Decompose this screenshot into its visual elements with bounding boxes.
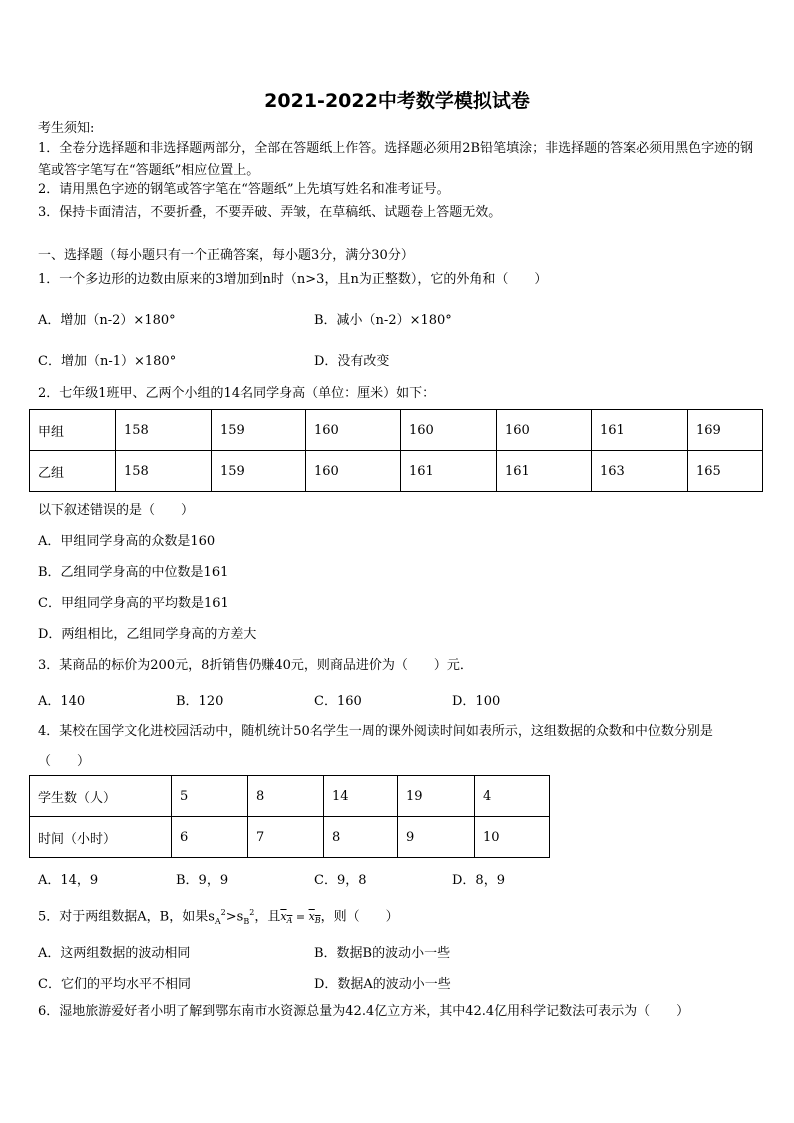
table-cell: 160 — [497, 410, 592, 451]
notice-item-1: 1．全卷分选择题和非选择题两部分，全部在答题纸上作答。选择题必须用2B铅笔填涂；非选择题的答案必须用黑色字迹的钢笔或答字笔写在“答题纸”相应位置上。 — [38, 141, 754, 178]
question-2-option-a: A．甲组同学身高的众数是160 — [38, 534, 216, 549]
notice-heading: 考生须知: — [38, 121, 95, 136]
question-1-option-d: D．没有改变 — [314, 354, 390, 369]
table-cell: 161 — [401, 451, 497, 492]
table-cell: 160 — [306, 410, 401, 451]
question-3-option-d: D．100 — [452, 694, 501, 709]
table-cell: 8 — [324, 817, 398, 858]
question-5-option-d: D．数据A的波动小一些 — [314, 977, 451, 992]
stem-text: ，则（ ） — [320, 909, 399, 925]
subscript: A — [214, 916, 221, 926]
table-cell: 159 — [212, 410, 306, 451]
table-cell: 8 — [248, 776, 324, 817]
height-table — [29, 409, 763, 492]
table-cell: 学生数（人） — [30, 776, 172, 817]
table-cell: 169 — [688, 410, 763, 451]
page-title: 2021-2022中考数学模拟试卷 — [264, 90, 530, 112]
question-1-option-b: B．减小（n-2）×180° — [314, 313, 452, 328]
table-cell: 159 — [212, 451, 306, 492]
mean-symbol: x — [308, 910, 315, 924]
question-4-option-c: C．9，8 — [314, 873, 367, 888]
table-cell: 158 — [116, 451, 212, 492]
superscript: 2 — [249, 908, 255, 917]
table-cell: 6 — [172, 817, 248, 858]
mean-a — [280, 910, 293, 926]
subscript: A — [286, 916, 293, 926]
table-cell: 14 — [324, 776, 398, 817]
question-4-stem: 4．某校在国学文化进校园活动中，随机统计50名学生一周的课外阅读时间如表所示，这组数据的众数和中位数分别是（ ） — [38, 724, 713, 769]
subscript: B — [243, 916, 250, 926]
table-cell: 163 — [592, 451, 688, 492]
table-cell: 5 — [172, 776, 248, 817]
table-cell: 时间（小时） — [30, 817, 172, 858]
table-cell: 160 — [401, 410, 497, 451]
table-cell: 19 — [398, 776, 475, 817]
question-5-stem — [38, 905, 399, 930]
question-3-stem: 3．某商品的标价为200元，8折销售仍赚40元，则商品进价为（ ）元． — [38, 658, 473, 673]
notice-item-3: 3．保持卡面清洁，不要折叠，不要弄破、弄皱，在草稿纸、试题卷上答题无效。 — [38, 205, 502, 220]
question-6-stem: 6．湿地旅游爱好者小明了解到鄂东南市水资源总量为42.4亿立方米，其中42.4亿用科学记数法可表示为（ ） — [38, 1004, 690, 1019]
table-cell: 乙组 — [30, 451, 116, 492]
table-cell: 甲组 — [30, 410, 116, 451]
stem-text: ，且 — [254, 909, 281, 925]
table-cell: 7 — [248, 817, 324, 858]
table-cell: 160 — [306, 451, 401, 492]
reading-time-table — [29, 775, 550, 858]
table-row — [30, 410, 763, 451]
stem-text: >s — [225, 909, 244, 925]
question-2-option-c: C．甲组同学身高的平均数是161 — [38, 596, 229, 611]
question-3-option-a: A．140 — [38, 694, 86, 709]
question-5-option-b: B．数据B的波动小一些 — [314, 946, 451, 961]
equals-sign: = — [292, 910, 309, 924]
question-4-option-d: D．8，9 — [452, 873, 505, 888]
table-row — [30, 817, 550, 858]
subscript: B — [314, 916, 321, 926]
question-3-option-c: C．160 — [314, 694, 362, 709]
question-2-prompt: 以下叙述错误的是（ ） — [38, 503, 195, 518]
table-row — [30, 776, 550, 817]
table-cell: 165 — [688, 451, 763, 492]
question-2-option-d: D．两组相比，乙组同学身高的方差大 — [38, 627, 257, 642]
question-1-option-c: C．增加（n-1）×180° — [38, 354, 177, 369]
question-1-stem: 1．一个多边形的边数由原来的3增加到n时（n>3，且n为正整数），它的外角和（ ） — [38, 272, 548, 287]
table-cell: 4 — [475, 776, 550, 817]
stem-text: 5．对于两组数据A，B，如果s — [38, 909, 215, 925]
superscript: 2 — [220, 908, 226, 917]
mean-b — [308, 910, 321, 926]
question-5-option-a: A．这两组数据的波动相同 — [38, 946, 191, 961]
table-cell: 10 — [475, 817, 550, 858]
question-4-option-a: A．14，9 — [38, 873, 99, 888]
section-heading: 一、选择题（每小题只有一个正确答案，每小题3分，满分30分） — [38, 248, 414, 263]
table-cell: 161 — [592, 410, 688, 451]
question-4-option-b: B．9，9 — [176, 873, 229, 888]
notice-item-2: 2．请用黑色字迹的钢笔或答字笔在“答题纸”上先填写姓名和准考证号。 — [38, 182, 450, 197]
mean-symbol: x — [280, 910, 287, 924]
question-2-stem: 2．七年级1班甲、乙两个小组的14名同学身高（单位：厘米）如下： — [38, 386, 436, 401]
table-row — [30, 451, 763, 492]
table-cell: 161 — [497, 451, 592, 492]
question-5-option-c: C．它们的平均水平不相同 — [38, 977, 191, 992]
table-cell: 158 — [116, 410, 212, 451]
table-cell: 9 — [398, 817, 475, 858]
question-1-option-a: A．增加（n-2）×180° — [38, 313, 176, 328]
question-2-option-b: B．乙组同学身高的中位数是161 — [38, 565, 229, 580]
question-3-option-b: B．120 — [176, 694, 224, 709]
